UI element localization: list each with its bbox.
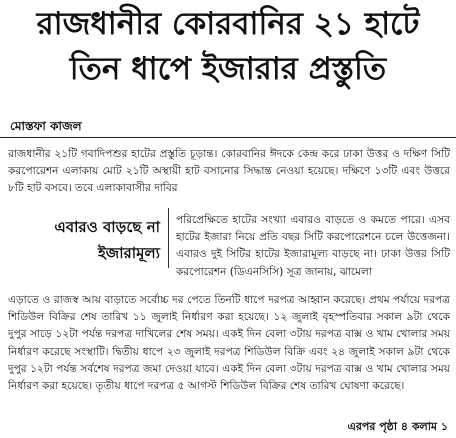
byline-divider <box>0 137 456 138</box>
pull-quote-line-2: ইজারামূল্য <box>97 244 160 262</box>
article-paragraph-2: পরিপ্রেক্ষিতে হাটের সংখ্যা এবারও বাড়তে ও কমতে পারে। এসব হাটের ইজারা নিয়ে প্রতি বছর সিটি করপোরেশনে চলে উত্তেজনা। এবারও দুই সিটির হাটের ইজারামূল্য বাড়ছে না। ঢাকা উত্তর সিটি করপোরেশন (ডিএনসিসি) সূত্র জানায়, ঝামেলা <box>176 214 450 278</box>
continuation-note: এরপর পৃষ্ঠা ৪ কলাম ১ <box>347 420 448 433</box>
byline: মোস্তফা কাজল <box>10 119 82 133</box>
article-paragraph-3: এড়াতে ও রাজস্ব আয় বাড়াতে সর্বোচ্চ দর পেতে তিনটি ধাপে দরপত্র আহ্বান করেছে। প্রথম পর্যায়ে দরপত্র শিডিউল বিক্রির শেষ তারিখ ১১ জুলাই নির্ধারণ করা হয়েছে। ১২ জুলাই বৃহস্পতিবার সকাল ৯টা থেকে দুপুর সাড়ে ১২টা পর্যন্ত দরপত্র দাখিলের শেষ সময়। একই দিন বেলা ৩টায় দরপত্র বাক্স ও খাম খোলার সময় নির্ধারণ করেছে সংস্থাটি। দ্বিতীয় ধাপে ২৩ জুলাই দরপত্র শিডিউল বিক্রি এবং ২৪ জুলাই সকাল ৯টা থেকে দুপুর ১২টা পর্যন্ত সর্বশেষ দরপত্র জমা দেওয়া যাবে। একই দিন বেলা ৩টায় দরপত্র বাক্স ও খাম খোলার সময় নির্ধারণ করা হয়েছে। তৃতীয় ধাপে দরপত্র ৫ আগস্ট শিডিউল বিক্রির শেষ তারিখ ঘোষণা করেছে। <box>8 294 450 393</box>
headline-line-1: রাজধানীর কোরবানির ২১ হাটে <box>36 6 420 42</box>
pull-quote-line-1: এবারও বাড়ছে না <box>54 218 160 236</box>
headline-line-2: তিন ধাপে ইজারার প্রস্তুতি <box>69 51 387 87</box>
article-paragraph-1: রাজধানীর ২১টি গবাদিপশুর হাটের প্রস্তুতি চূড়ান্ত। কোরবানির ঈদকে কেন্দ্র করে ঢাকা উত্তর ও দক্ষিণ সিটি করপোরেশন এলাকায় মোট ২১টি অস্থায়ী হাট বসানোর সিদ্ধান্ত নেওয়া হয়েছে। দক্ষিণে ১৩টি এবং উত্তরে ৮টি হাট বসবে। তবে এলাকাবাসীর দাবির <box>8 148 450 195</box>
pull-quote <box>8 208 169 268</box>
